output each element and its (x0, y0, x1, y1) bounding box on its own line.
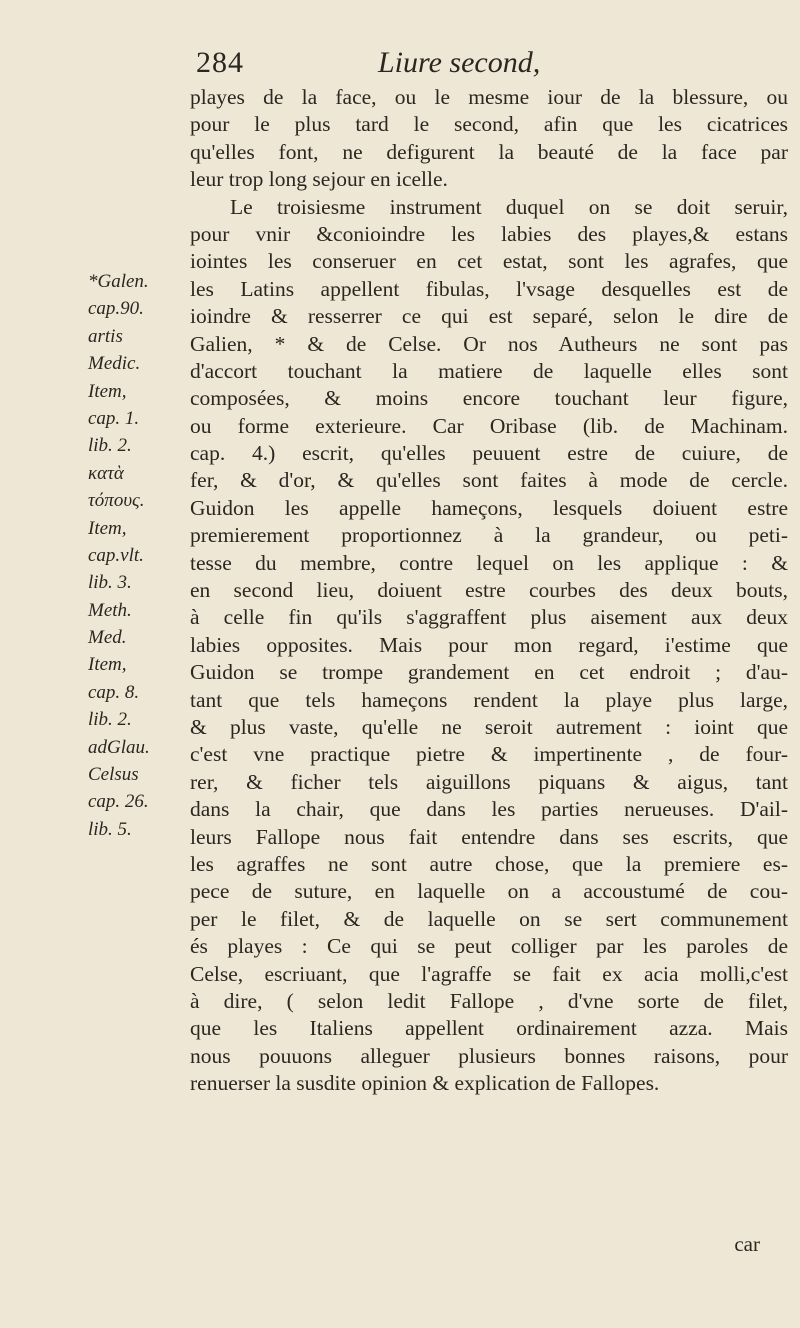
text-line: Le troisiesme instrument duquel on se doit seruir, (230, 194, 788, 219)
page-number: 284 (196, 46, 244, 79)
text-line: cap. 4.) escrit, qu'elles peuuent estre de cuiure, de (190, 441, 788, 466)
text-line: que les Italiens appellent ordinairement azza. Mais (190, 1016, 788, 1041)
text-line: leurs Fallope nous fait entendre dans ses escrits, que (190, 824, 788, 849)
text-line: qu'elles font, ne defigurent la beauté de la face par (190, 139, 788, 164)
text-line: pour vnir &conioindre les labies des playes,& estans (190, 221, 788, 246)
margin-note: Medic. (88, 353, 141, 375)
text-line: nous pouuons alleguer plusieurs bonnes raisons, pour (190, 1043, 788, 1068)
page-header (190, 42, 780, 86)
text-line: tesse du membre, contre lequel on les applique : & (190, 550, 788, 575)
margin-note: Item, (88, 517, 127, 539)
text-line: fer, & d'or, & qu'elles sont faites à mode de cercle. (190, 468, 788, 493)
text-line: Celse, escriuant, que l'agraffe se fait ex acia molli,c'est (190, 961, 788, 986)
text-line: & plus vaste, qu'elle ne seroit autrement : ioint que (190, 714, 788, 739)
margin-note: lib. 5. (88, 818, 132, 840)
text-line: Galien, * & de Celse. Or nos Autheurs ne sont pas (190, 331, 788, 356)
running-title: Liure second, (378, 46, 541, 79)
margin-note: τόπους. (88, 490, 145, 512)
text-line: à celle fin qu'ils s'aggraffent plus aisement aux deux (190, 605, 788, 630)
margin-notes (88, 268, 188, 843)
text-line: dans la chair, que dans les parties nerueuses. D'ail- (190, 797, 788, 822)
text-line: ou forme exterieure. Car Oribase (lib. de Machinam. (190, 413, 788, 438)
text-line: en second lieu, doiuent estre courbes des deux bouts, (190, 578, 788, 603)
text-line: tant que tels hameçons rendent la playe plus large, (190, 687, 788, 712)
text-line: à dire, ( selon ledit Fallope , d'vne sorte de filet, (190, 988, 788, 1013)
margin-note: adGlau. (88, 736, 150, 758)
margin-note: cap. 1. (88, 407, 140, 429)
text-line: Guidon se trompe grandement en cet endroit ; d'au- (190, 660, 788, 685)
text-line: les Latins appellent fibulas, l'vsage desquelles est de (190, 276, 788, 301)
margin-note: Item, (88, 380, 127, 402)
margin-note: Med. (88, 627, 127, 649)
text-line: pece de suture, en laquelle on a accoustumé de cou- (190, 879, 788, 904)
margin-note: Item, (88, 654, 127, 676)
text-line: labies opposites. Mais pour mon regard, i'estime que (190, 632, 788, 657)
text-line: pour le plus tard le second, afin que les cicatrices (190, 112, 788, 137)
text-line: d'accort touchant la matiere de laquelle elles sont (190, 358, 788, 383)
text-line: les agraffes ne sont autre chose, que la premiere es- (190, 851, 788, 876)
text-line: premierement proportionnez à la grandeur, ou peti- (190, 523, 788, 548)
margin-note: *Galen. (88, 271, 149, 292)
text-line: iointes les conseruer en cet estat, sont les agrafes, que (190, 249, 788, 274)
text-line: per le filet, & de laquelle on se sert communement (190, 906, 788, 931)
margin-note: lib. 2. (88, 709, 132, 731)
body-text (190, 84, 788, 1097)
text-line: Guidon les appelle hameçons, lesquels doiuent estre (190, 495, 788, 520)
text-line: és playes : Ce qui se peut colliger par les paroles de (190, 934, 788, 959)
margin-note: lib. 3. (88, 572, 132, 594)
text-line: ioindre & resserrer ce qui est separé, selon le dire de (190, 304, 788, 329)
text-line: rer, & ficher tels aiguillons piquans & aigus, tant (190, 769, 788, 794)
catchword: car (734, 1232, 760, 1256)
margin-note: cap. 26. (88, 791, 149, 813)
text-line: renuerser la susdite opinion & explication de Fallopes. (190, 1071, 660, 1096)
text-line: composées, & moins encore touchant leur figure, (190, 386, 788, 411)
margin-note: Celsus (88, 764, 139, 786)
margin-note: lib. 2. (88, 435, 132, 457)
margin-note: cap. 8. (88, 681, 140, 703)
text-line: c'est vne practique pietre & impertinente , de four- (190, 742, 788, 767)
margin-note: κατὰ (88, 462, 124, 484)
margin-note: cap.vlt. (88, 544, 144, 566)
margin-note: cap.90. (88, 298, 144, 320)
text-line: leur trop long sejour en icelle. (190, 167, 448, 192)
margin-note: Meth. (88, 599, 132, 621)
text-line: playes de la face, ou le mesme iour de la blessure, ou (190, 85, 788, 109)
margin-note: artis (88, 325, 123, 347)
